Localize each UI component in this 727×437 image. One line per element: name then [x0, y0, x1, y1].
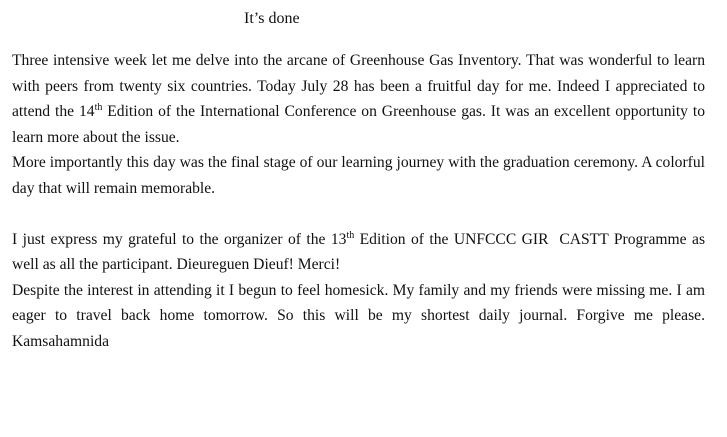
paragraph-3-text-b: Edition of the UNFCCC GIR CASTT Programme as well as all the participant. Dieureguen Dieuf! Merci! [12, 230, 709, 273]
paragraph-1-text-a: Three intensive week let me delve into the arcane of Greenhouse Gas Inventory. That was wonderful to learn with peers from twenty six countries. Today July 28 has been a fruitful day for me. Indeed I appreciated to attend the 14 [12, 52, 705, 120]
paragraph-3-text-a: I just express my grateful to the organizer of the 13 [12, 230, 347, 248]
paragraph-spacer [12, 201, 705, 227]
document-body [12, 48, 709, 354]
paragraph-homesick: Despite the interest in attending it I begun to feel homesick. My family and my friends were missing me. I am eager to travel back home tomorrow. So this will be my shortest daily journal. Forgive me please. Kamsahamnida [12, 281, 705, 350]
paragraph-training-summary [12, 48, 705, 150]
document-title: It’s done [244, 10, 300, 27]
ordinal-superscript-14th: th [94, 102, 103, 113]
paragraph-graduation: More importantly this day was the final stage of our learning journey with the graduation ceremony. A colorful day that will remain memorable. [12, 154, 705, 197]
paragraph-thanks [12, 227, 709, 278]
paragraph-1-text-b: Edition of the International Conference on Greenhouse gas. It was an excellent opportunity to learn more about the issue. [12, 103, 706, 146]
ordinal-superscript-13th: th [346, 229, 355, 241]
